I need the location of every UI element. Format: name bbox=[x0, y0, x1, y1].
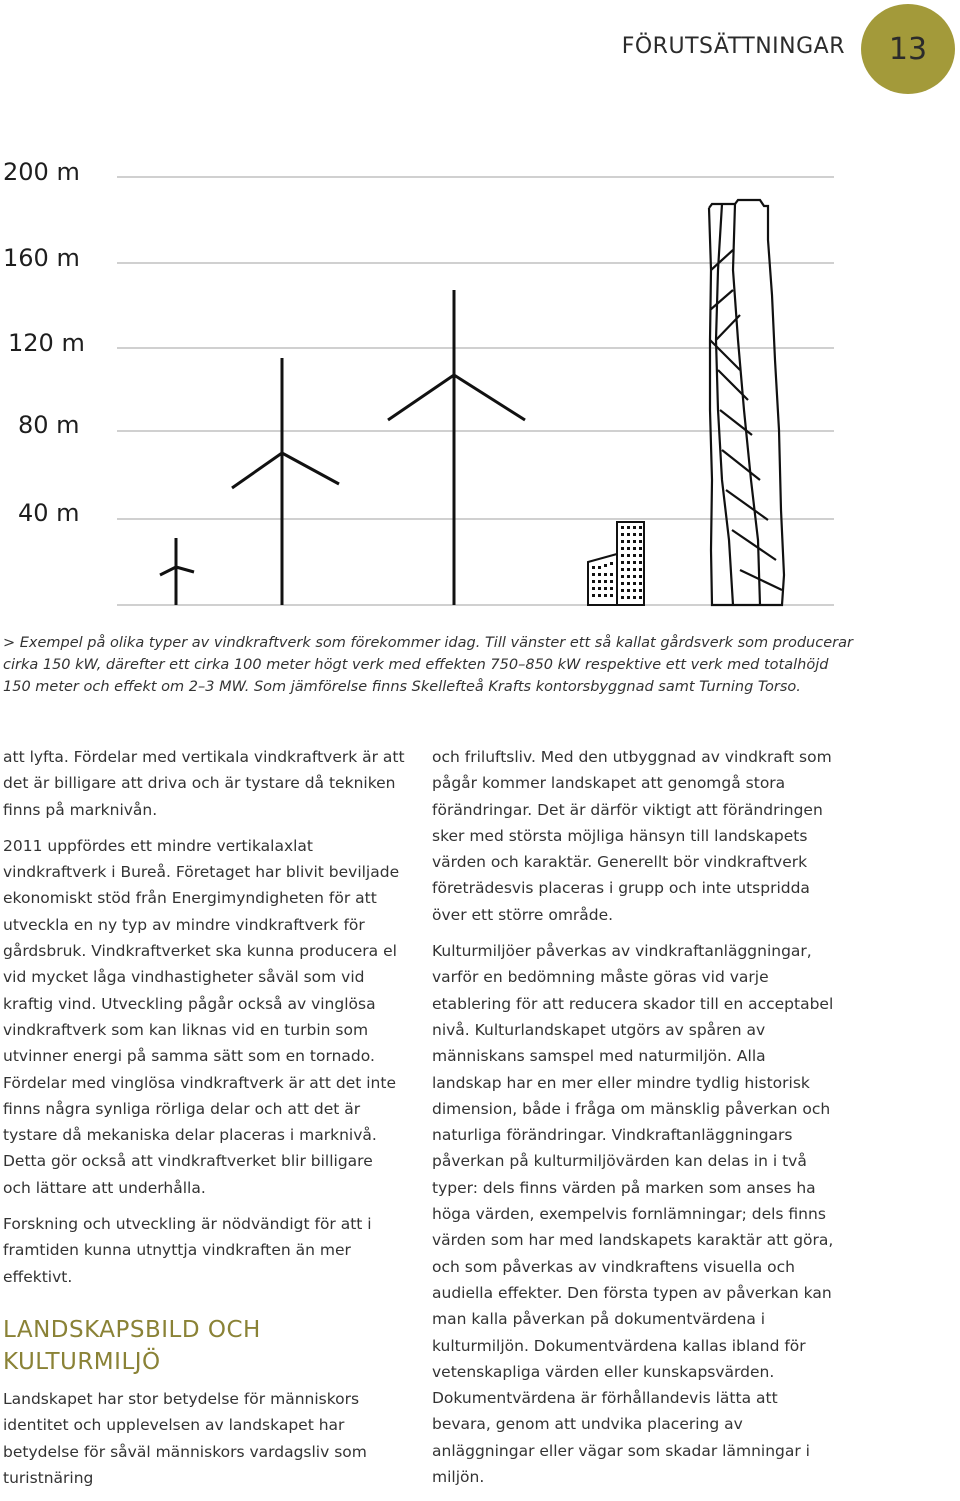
right-column bbox=[432, 744, 834, 1500]
heading-line: LANDSKAPSBILD OCH bbox=[3, 1316, 261, 1343]
heading-line: KULTURMILJÖ bbox=[3, 1348, 161, 1375]
height-comparison-figure bbox=[0, 120, 960, 620]
scale-label-80: 80 m bbox=[18, 411, 80, 439]
figure-caption: > Exempel på olika typer av vindkraftverk som förekommer idag. Till vänster ett så kallat gårdsverk som producerar cirka 150 kW, därefter ett cirka 100 meter högt verk med effekten 750–850 kW respektive ett verk med totalhöjd 150 meter och effekt om 2–3 MW. Som jämförelse finns Skellefteå Krafts kontorsbyggnad samt Turning Torso. bbox=[3, 635, 853, 695]
scale-lines bbox=[117, 177, 834, 605]
farm-turbine-icon bbox=[160, 538, 194, 605]
page-number: 13 bbox=[888, 31, 928, 67]
office-building-icon bbox=[588, 522, 644, 605]
paragraph: och friluftsliv. Med den utbyggnad av vindkraft som pågår kommer landskapet att genomgå stora förändringar. Det är därför viktigt att förändringen sker med största möjliga hänsyn till landskapets värden och karaktär. Generellt bör vindkraftverk företrädesvis placeras i grupp och inte utspridda över ett större område. bbox=[432, 748, 832, 924]
paragraph: Kulturmiljöer påverkas av vindkraftanläggningar, varför en bedömning måste göras vid varje etablering för att reducera skador till en acceptabel nivå. Kulturlandskapet utgörs av spåren av människans samspel med naturmiljön. Alla landskap har en mer eller mindre tydlig historisk dimension, både i fråga om mänsklig påverkan och naturliga förändringar. Vindkraftanläggningars påverkan på kulturmiljövärden kan delas in i två typer: dels finns värden på marken som anses ha höga värden, exempelvis fornlämningar; dels finns värden som har med landskapets karaktär att göra, och som påverkas av vindkraftens visuella och audiella effekter. Den första typen av påverkan kan man kalla påverkan på dokumentvärdena i kulturmiljön. Dokumentvärdena kallas ibland för vetenskapliga värden eller kunskapsvärden. Dokumentvärdena är förhållandevis lätta att bevara, genom att undvika placering av anläggningar eller vägar som skadar lämningar i miljön. bbox=[432, 942, 834, 1487]
paragraph: 2011 uppfördes ett mindre vertikalaxlat vindkraftverk i Bureå. Företaget har blivit beviljade ekonomiskt stöd från Energimyndigheten för att utveckla en ny typ av mindre vindkraftverk för gårdsbruk. Vindkraftverket ska kunna producera el vid mycket låga vindhastigheter såväl som vid kraftig vind. Utveckling pågår också av vinglösa vindkraftverk som kan liknas vid en turbin som utvinner energi på samma sätt som en tornado. Fördelar med vinglösa vindkraftverk är att det inte finns några synliga rörliga delar och att det är tystare då mekaniska delar placeras i marknivå. Detta gör också att vindkraftverket blir billigare och lättare att underhålla. bbox=[3, 836, 400, 1197]
paragraph: att lyfta. Fördelar med vertikala vindkraftverk är att det är billigare att driva och är tystare då tekniken finns på marknivån. bbox=[3, 748, 405, 819]
medium-turbine-icon bbox=[232, 358, 339, 605]
turning-torso-icon bbox=[709, 200, 784, 605]
large-turbine-icon bbox=[388, 290, 525, 605]
scale-label-120: 120 m bbox=[8, 329, 85, 357]
scale-label-40: 40 m bbox=[18, 499, 80, 527]
left-column bbox=[3, 744, 405, 1501]
section-heading bbox=[3, 1314, 405, 1378]
section-title: FÖRUTSÄTTNINGAR bbox=[621, 34, 845, 59]
paragraph: Forskning och utveckling är nödvändigt för att i framtiden kunna utnyttja vindkraften än mer effektivt. bbox=[3, 1215, 372, 1286]
page-number-badge bbox=[861, 4, 955, 94]
paragraph: Landskapet har stor betydelse för människors identitet och upplevelsen av landskapet har betydelse för såväl människors vardagsliv som turistnäring bbox=[3, 1389, 367, 1487]
scale-label-200: 200 m bbox=[3, 158, 80, 186]
scale-label-160: 160 m bbox=[3, 244, 80, 272]
